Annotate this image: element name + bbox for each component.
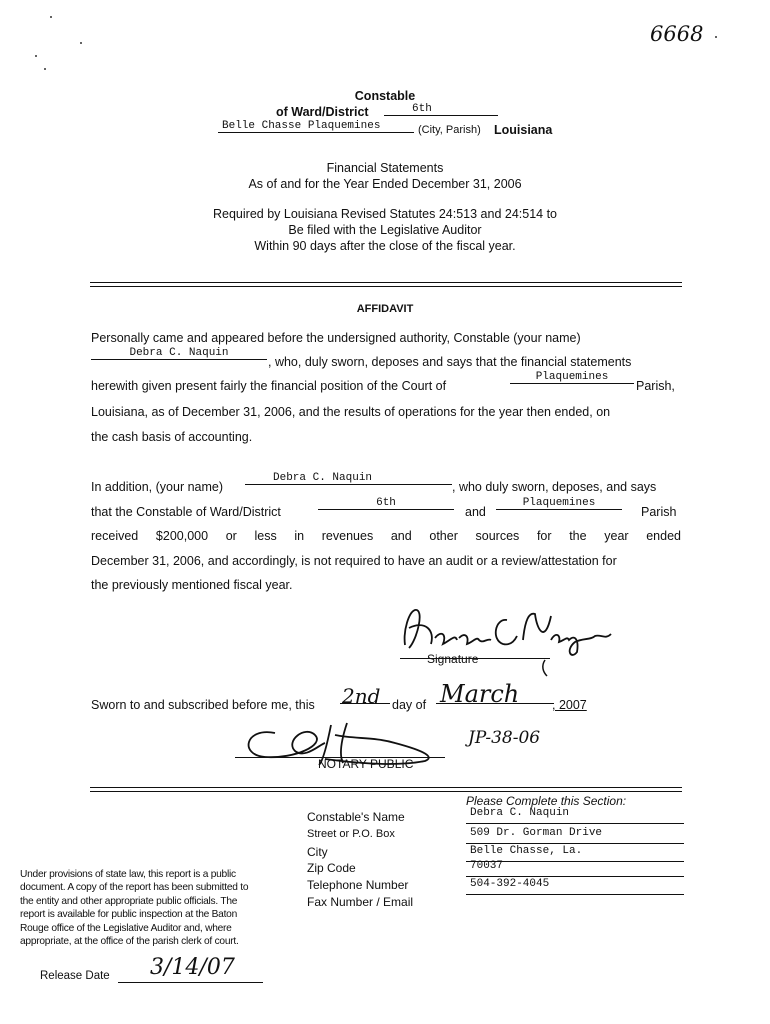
affidavit-line: Parish: [641, 505, 677, 519]
court-field: Plaquemines: [510, 371, 634, 384]
affidavit-line: herewith given present fairly the financial position of the Court of: [91, 379, 447, 393]
document-number: 6668: [650, 22, 704, 46]
constable-name-field: Debra C. Naquin: [91, 347, 267, 360]
scan-speck: [35, 55, 37, 57]
divider: [90, 282, 682, 283]
release-date-value: 3/14/07: [150, 955, 235, 980]
header-title: Constable: [354, 89, 416, 103]
requirement-line: Be filed with the Legislative Auditor: [288, 223, 482, 237]
constable-name-field-2: Debra C. Naquin: [245, 472, 452, 485]
affidavit-title: AFFIDAVIT: [356, 303, 414, 315]
contact-value-field: Belle Chasse, La.: [466, 845, 684, 862]
release-date-line: [118, 982, 263, 983]
sworn-line: Sworn to and subscribed before me, this: [91, 698, 315, 712]
requirement-line: Within 90 days after the close of the fiscal year.: [254, 239, 516, 253]
contact-label: Zip Code: [307, 861, 356, 875]
affidavit-line: In addition, (your name): [91, 480, 224, 494]
statement-title: Financial Statements: [326, 161, 444, 175]
section-title: Please Complete this Section:: [466, 794, 627, 808]
notice-line: Rouge office of the Legislative Auditor and, where: [20, 922, 232, 934]
ward-label: of Ward/District: [276, 105, 369, 119]
notice-line: Under provisions of state law, this report is a public: [20, 869, 236, 880]
affidavit-line: Parish,: [636, 379, 675, 393]
contact-value-field: 504-392-4045: [466, 878, 684, 895]
affidavit-line: Louisiana, as of December 31, 2006, and the results of operations for the year then ended, on: [91, 405, 611, 419]
affidavit-line: that the Constable of Ward/District: [91, 505, 281, 519]
affidavit-line: , who, duly sworn, deposes and says that the financial statements: [268, 355, 632, 369]
notice-line: appropriate, at the office of the parish clerk of court.: [20, 936, 239, 948]
notice-line: document. A copy of the report has been submitted to: [20, 882, 249, 894]
notary-id: JP-38-06: [468, 728, 541, 748]
scan-speck: [50, 16, 52, 18]
divider: [90, 787, 682, 788]
signature-label: Signature: [427, 652, 479, 666]
divider: [90, 791, 682, 792]
contact-value-field: 509 Dr. Gorman Drive: [466, 827, 684, 844]
requirement-line: Required by Louisiana Revised Statutes 24:513 and 24:514 to: [213, 207, 557, 221]
contact-value-field: Debra C. Naquin: [466, 807, 684, 824]
parish-field: Plaquemines: [496, 497, 622, 510]
sworn-year: , 2007: [552, 698, 587, 712]
affidavit-line: and: [465, 505, 486, 519]
contact-label: Street or P.O. Box: [307, 828, 395, 840]
contact-label: Telephone Number: [307, 878, 409, 892]
contact-label: Fax Number / Email: [307, 895, 414, 909]
state-label: Louisiana: [494, 123, 553, 137]
contact-label: Constable's Name: [307, 810, 405, 824]
notary-label: NOTARY PUBLIC: [318, 757, 414, 771]
ward-field: 6th: [384, 103, 498, 116]
scan-speck: [44, 68, 46, 70]
sworn-line: day of: [392, 698, 427, 712]
contact-label: City: [307, 845, 328, 859]
affidavit-line: the cash basis of accounting.: [91, 430, 253, 444]
affidavit-line: received $200,000 or less in revenues and other sources for the year ended: [91, 529, 681, 543]
signature: [395, 600, 635, 660]
city-parish-label: (City, Parish): [418, 124, 481, 136]
contact-value-field: [466, 895, 684, 911]
sworn-month: March: [440, 680, 520, 708]
contact-value-field: 70037: [466, 860, 684, 877]
sworn-day: 2nd: [342, 684, 381, 708]
affidavit-line: , who duly sworn, deposes, and says: [452, 480, 657, 494]
public-notice: [20, 868, 288, 948]
divider: [90, 286, 682, 287]
notice-line: the entity and other appropriate public officials. The: [20, 895, 238, 907]
notice-line: report is available for public inspection at the Baton: [20, 909, 237, 921]
statement-period: As of and for the Year Ended December 31, 2006: [248, 177, 522, 191]
affidavit-line: December 31, 2006, and accordingly, is not required to have an audit or a review/attestation for: [91, 554, 617, 568]
ward-district-field: 6th: [318, 497, 454, 510]
scan-speck: [80, 42, 82, 44]
release-date-label: Release Date: [40, 970, 110, 982]
city-parish-field: Belle Chasse Plaquemines: [218, 120, 414, 133]
scan-speck: [715, 36, 717, 38]
affidavit-line: Personally came and appeared before the undersigned authority, Constable (your name): [91, 331, 581, 345]
affidavit-line: the previously mentioned fiscal year.: [91, 578, 293, 592]
